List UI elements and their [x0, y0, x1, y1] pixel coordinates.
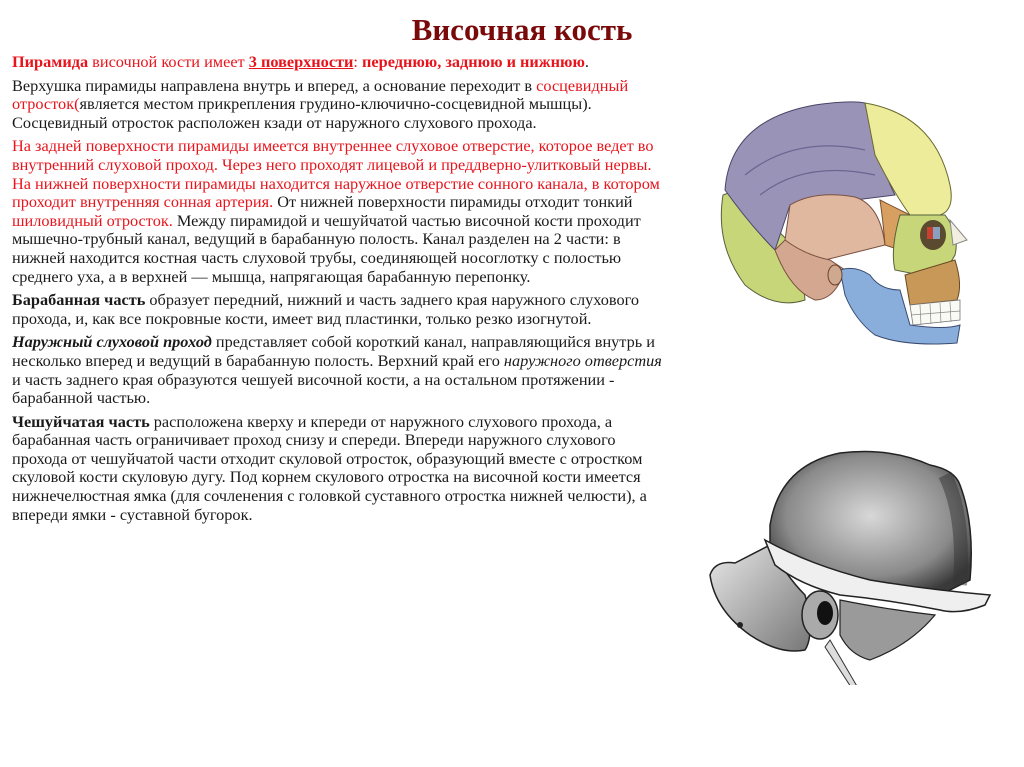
- term-tympanic: Барабанная часть: [12, 290, 146, 310]
- text-span: образует передний, нижний и часть заднего края наружного слухового прохода, и, как все покровные кости, имеет вид пластинки, только резко изогнутой.: [12, 290, 640, 328]
- term-styloid: шиловидный отросток.: [12, 210, 173, 230]
- text-span: представляет собой короткий канал, направляющийся внутрь и несколько вперед и ведущий в барабанную полость. Верхний край его: [12, 332, 655, 370]
- term-external-meatus: Наружный слуховой проход: [12, 332, 212, 352]
- text-span: Верхушка пирамиды направлена внутрь и вперед, а основание переходит в: [12, 75, 537, 95]
- temporal-bone-illustration: [690, 425, 1010, 685]
- text-span: височной кости имеет: [88, 52, 249, 71]
- paragraph-posterior-surface: [12, 137, 672, 286]
- text-span: .: [584, 52, 589, 71]
- text-span: :: [353, 52, 363, 71]
- term-3-surfaces: 3 поверхности: [248, 52, 354, 71]
- text-span: и часть заднего края образуются чешуей височной кости, а на остальном протяжении - барабанной частью.: [12, 369, 615, 408]
- text-span: От нижней поверхности пирамиды отходит тонкий: [273, 192, 633, 212]
- text-span: является местом прикрепления грудино-ключично-сосцевидной мышцы). Сосцевидный отросток расположен кзади от наружного слухового прохода.: [12, 94, 592, 132]
- term-squamous: Чешуйчатая часть: [12, 411, 150, 431]
- slide-title: Височная кость: [411, 12, 633, 47]
- text-span: Между пирамидой и чешуйчатой частью височной кости проходит мышечно-трубный канал, ведущий в барабанную полость. Канал разделен на 2 части: в нижней находится костная часть слуховой трубы, соединяющей носоглотку с полостью среднего уха, а в верхней — мышца, напрягающая барабанную перепонку.: [12, 210, 641, 286]
- paragraph-squamous: [12, 413, 672, 525]
- term-surfaces-list: переднюю, заднюю и нижнюю: [362, 52, 585, 71]
- text-span-red: На задней поверхности пирамиды имеется внутреннее слуховое отверстие, которое ведет во внутренний слуховой проход. Через него проходят лицевой и преддверно-улитковый нервы. На нижней поверхности пирамиды находится наружное отверстие сонного канала, в котором проходит внутренняя сонная артерия.: [12, 136, 660, 212]
- term-mastoid: сосцевидный отросток(: [12, 75, 629, 114]
- paragraph-tympanic: [12, 291, 672, 328]
- paragraph-external-meatus: [12, 333, 672, 407]
- paragraph-pyramid: [12, 53, 672, 72]
- term-pyramid: Пирамида: [12, 52, 89, 71]
- skull-illustration: [705, 75, 985, 345]
- text-span: расположена кверху и кпереди от наружного слухового прохода, а барабанная часть ограничивает проход снизу и спереди. Впереди наружного слухового прохода от чешуйчатой части отходит скуловой отросток, образующий вместе с отростком скуловой кости скуловую дугу. Под корнем скулового отростка на височной кости имеется нижнечелюстная ямка (для сочленения с головкой суставного отростка нижней челюсти), а впереди ямки - суставной бугорок.: [12, 411, 647, 524]
- paragraph-apex: [12, 77, 672, 133]
- term-external-opening: наружного отверстия: [503, 350, 662, 370]
- body-text: [12, 53, 672, 529]
